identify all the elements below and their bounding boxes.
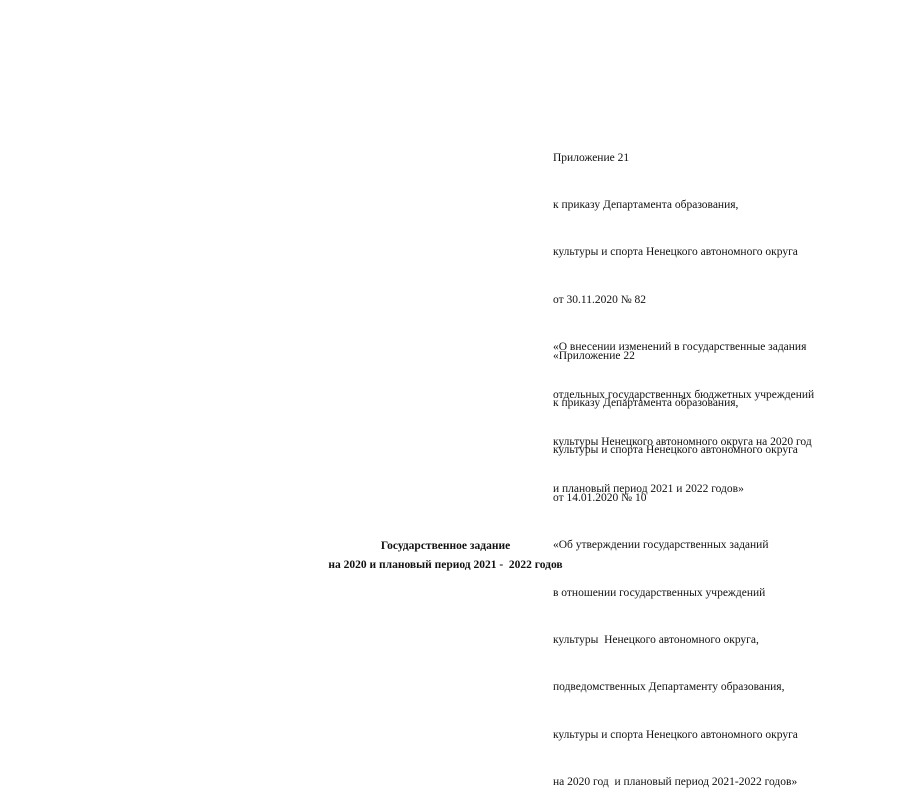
- appendix-22-line: культуры и спорта Ненецкого автономного округа: [553, 728, 798, 741]
- appendix-21-line: «О внесении изменений в государственные задания: [553, 341, 807, 354]
- appendix-22-line: на 2020 год и плановый период 2021-2022 годов»: [553, 776, 798, 789]
- appendix-21-line: культуры и спорта Ненецкого автономного округа: [553, 246, 798, 259]
- appendix-22-line: в отношении государственных учреждений: [553, 586, 766, 599]
- appendix-22-line: подведомственных Департаменту образования,: [553, 681, 785, 694]
- appendix-21-line: и плановый период 2021 и 2022 годов»: [553, 483, 744, 496]
- appendix-21-line: от 30.11.2020 № 82: [553, 293, 647, 306]
- appendix-22-line: от 14.01.2020 № 10: [553, 491, 647, 504]
- appendix-22-line: «Об утверждении государственных заданий: [553, 539, 769, 552]
- appendix-21-line: отдельных государственных бюджетных учреждений: [553, 388, 815, 401]
- document-subtitle: на 2020 и плановый период 2021 - 2022 годов: [328, 559, 563, 571]
- document-title: Государственное задание: [380, 540, 511, 552]
- appendix-21-line: к приказу Департамента образования,: [553, 198, 739, 211]
- appendix-21-line: культуры Ненецкого автономного округа на 2020 год: [553, 435, 812, 448]
- appendix-22-line: к приказу Департамента образования,: [553, 396, 739, 409]
- appendix-21-line: Приложение 21: [553, 151, 630, 164]
- appendix-22-line: «Приложение 22: [553, 349, 635, 362]
- appendix-22-line: культуры Ненецкого автономного округа,: [553, 633, 759, 646]
- appendix-22-line: культуры и спорта Ненецкого автономного округа: [553, 444, 798, 457]
